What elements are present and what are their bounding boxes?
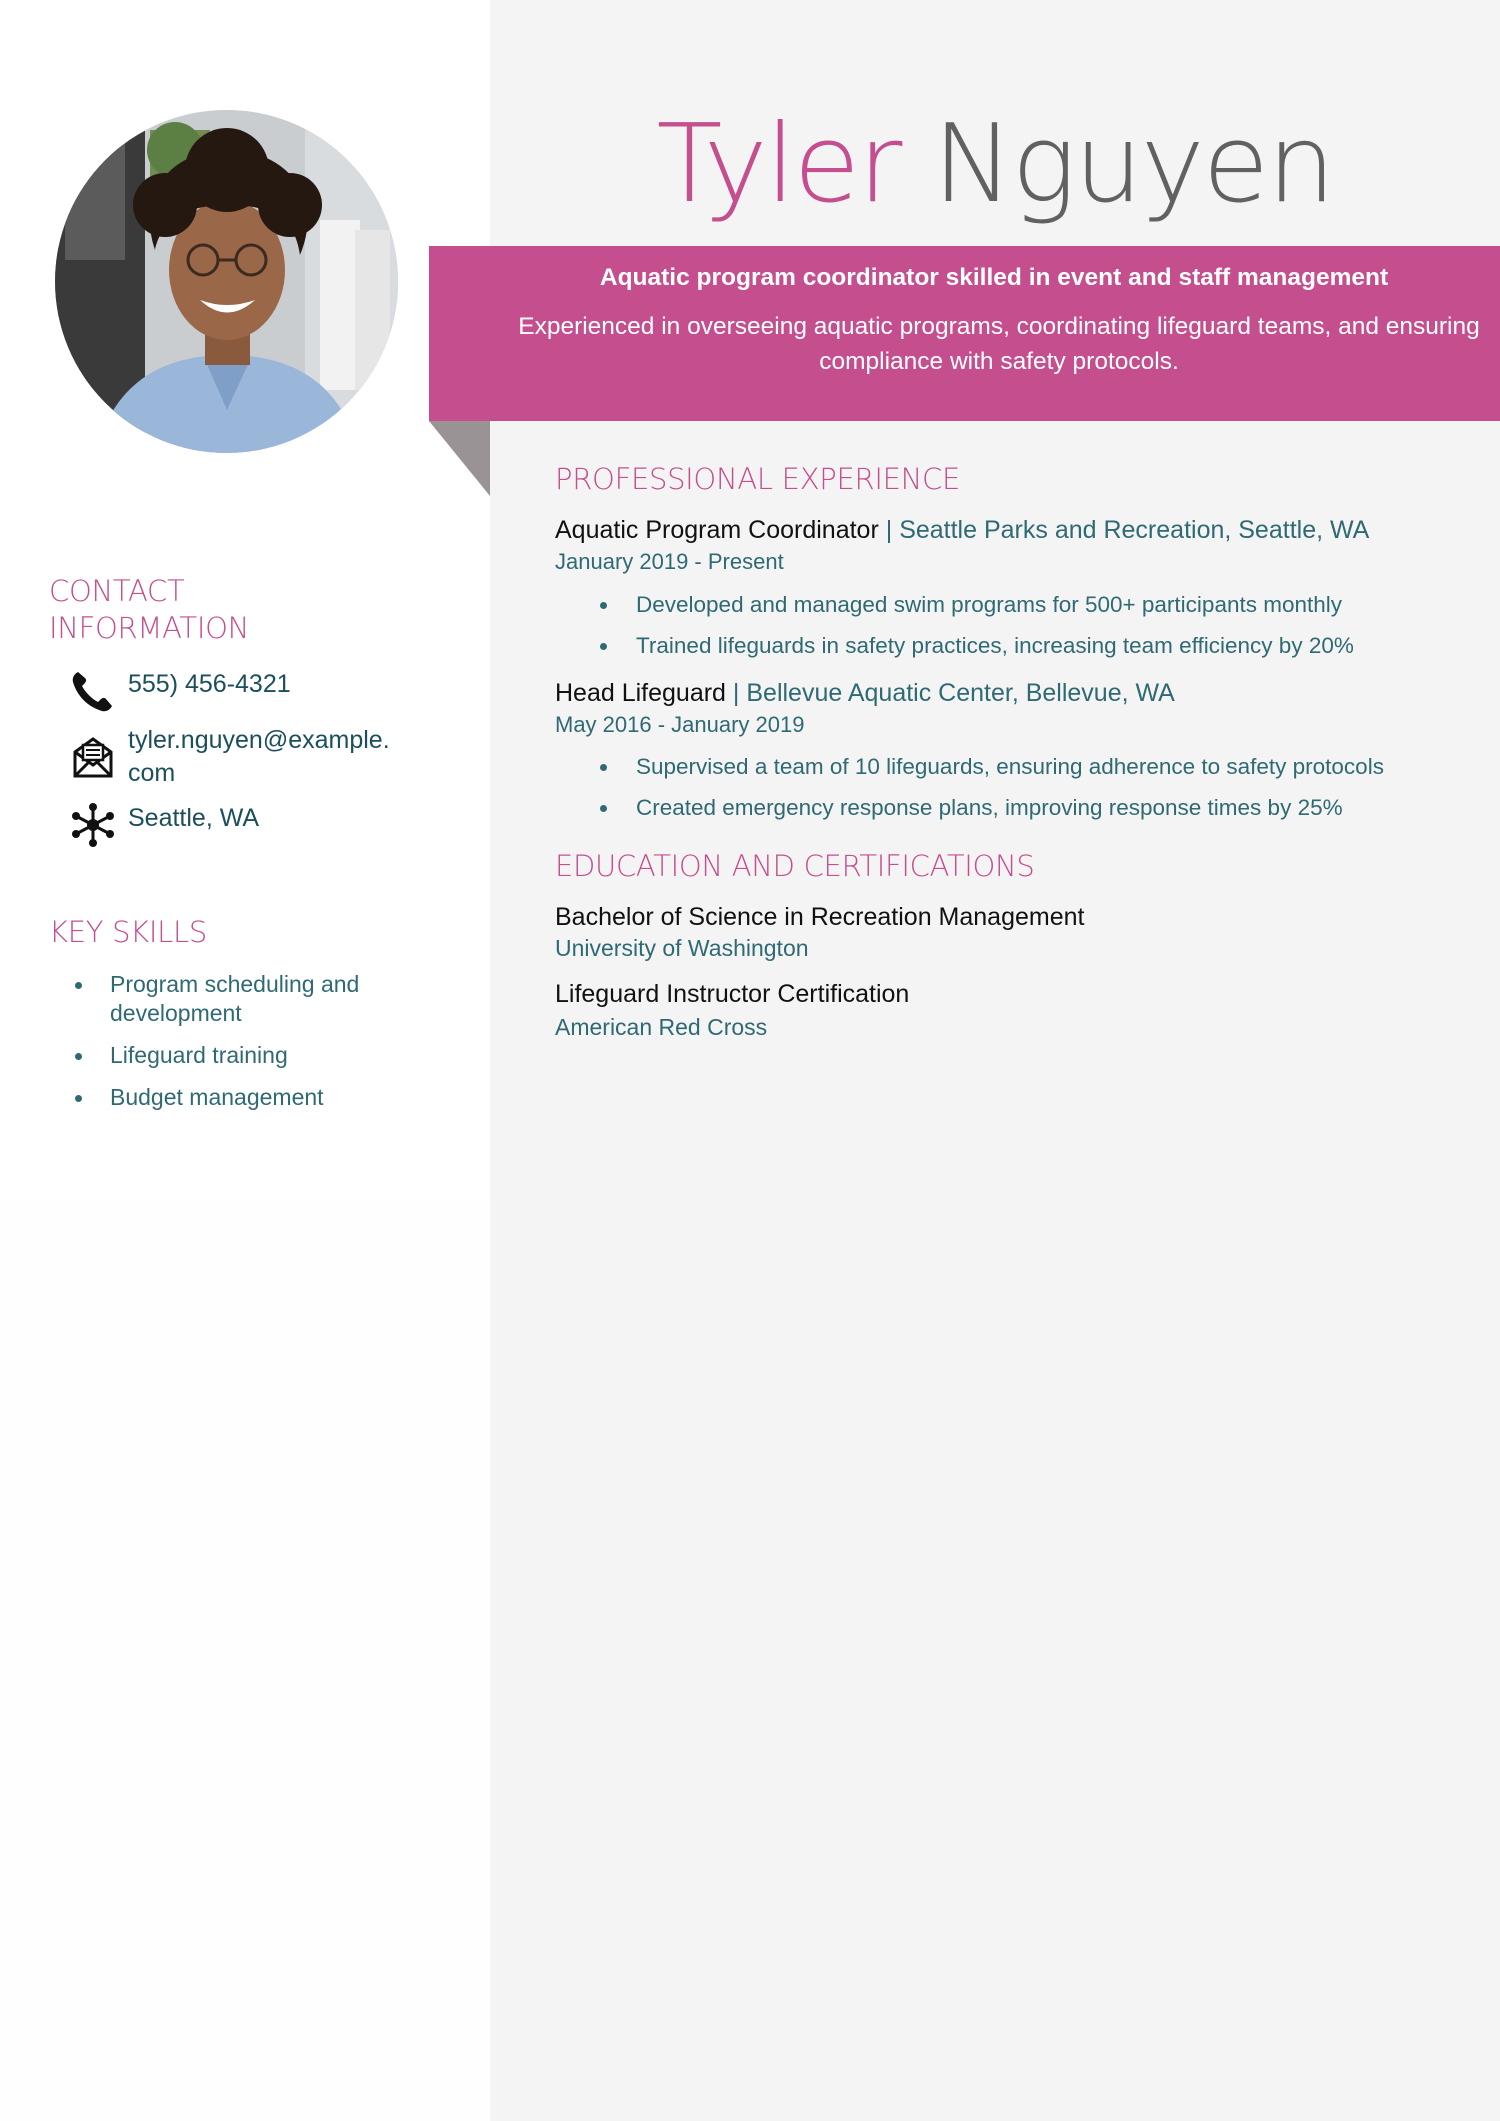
- profile-photo: [55, 110, 398, 453]
- job-bullet: Supervised a team of 10 lifeguards, ensuring adherence to safety protocols: [555, 753, 1455, 781]
- phone-number[interactable]: 555) 456-4321: [128, 670, 291, 698]
- skills-list: [70, 970, 400, 1125]
- first-name: Tyler: [656, 102, 901, 227]
- job-organization: Bellevue Aquatic Center, Bellevue, WA: [746, 679, 1175, 707]
- job-role: Aquatic Program Coordinator: [555, 516, 879, 544]
- skills-section-title: KEY SKILLS: [49, 915, 207, 949]
- job-dates: May 2016 - January 2019: [555, 712, 805, 737]
- job-role: Head Lifeguard: [555, 679, 726, 707]
- contact-email: [70, 724, 400, 790]
- job-heading: [555, 514, 1369, 546]
- education-section-title: EDUCATION AND CERTIFICATIONS: [555, 849, 1035, 883]
- job-bullet: Created emergency response plans, improving response times by 25%: [555, 794, 1455, 822]
- contact-location: [70, 802, 400, 848]
- job-organization: Seattle Parks and Recreation, Seattle, WA: [899, 516, 1370, 544]
- skill-item: Lifeguard training: [70, 1041, 400, 1070]
- job-bullets: [555, 591, 1455, 673]
- job-separator: |: [885, 516, 893, 544]
- skill-item: Budget management: [70, 1083, 400, 1112]
- education-organization: University of Washington: [555, 935, 809, 961]
- phone-icon: [70, 668, 116, 714]
- summary-banner: [429, 246, 1500, 421]
- last-name: Nguyen: [932, 102, 1334, 227]
- job-dates: January 2019 - Present: [555, 549, 784, 574]
- location-text: Seattle, WA: [128, 804, 260, 832]
- email-address[interactable]: tyler.nguyen@example.com: [128, 726, 390, 787]
- education-name: Bachelor of Science in Recreation Management: [555, 903, 1085, 931]
- summary-headline: Aquatic program coordinator skilled in event and staff management: [599, 264, 1389, 291]
- candidate-name: [490, 95, 1500, 235]
- job-bullet: Developed and managed swim programs for 500+ participants monthly: [555, 591, 1455, 619]
- contact-phone: [70, 668, 400, 714]
- envelope-icon: [70, 734, 116, 780]
- skill-item: Program scheduling and development: [70, 970, 400, 1028]
- job-separator: |: [732, 679, 740, 707]
- education-name: Lifeguard Instructor Certification: [555, 980, 910, 1008]
- banner-fold: [429, 421, 490, 496]
- job-bullet: Trained lifeguards in safety practices, increasing team efficiency by 20%: [555, 632, 1455, 660]
- job-heading: [555, 677, 1175, 709]
- network-icon: [70, 802, 116, 848]
- experience-section-title: PROFESSIONAL EXPERIENCE: [555, 462, 960, 496]
- contact-section-title: CONTACT INFORMATION: [49, 574, 249, 645]
- education-organization: American Red Cross: [555, 1014, 768, 1040]
- summary-text: Experienced in overseeing aquatic programs, coordinating lifeguard teams, and ensuring compliance with safety protocols.: [518, 313, 1480, 375]
- job-bullets: [555, 753, 1455, 835]
